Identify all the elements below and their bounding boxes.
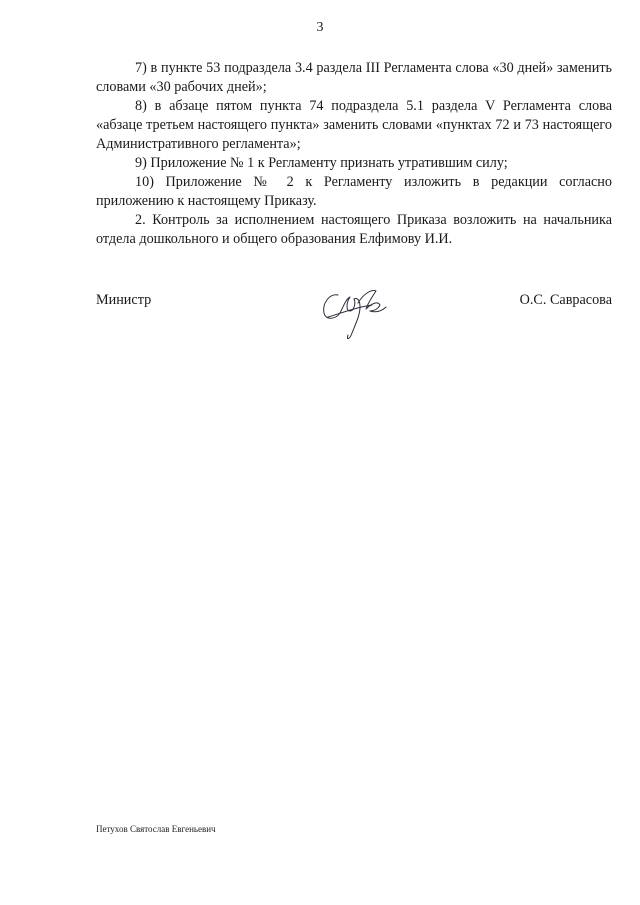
order-body [96,59,612,249]
signature-row [96,291,612,351]
paragraph-item-9: 9) Приложение № 1 к Регламенту признать утратившим силу; [135,155,508,171]
paragraph-item-7: 7) в пункте 53 подраздела 3.4 раздела III Регламента слова «30 дней» заменить словами «30 рабочих дней»; [96,60,612,95]
signer-title: Министр [96,292,152,308]
handwritten-signature-icon [316,283,396,343]
paragraph-control-clause: 2. Контроль за исполнением настоящего Приказа возложить на начальника отдела дошкольного и общего образования Елфимову И.И. [96,212,612,247]
executor-name: Петухов Святослав Евгеньевич [96,824,216,834]
page-number: 3 [316,20,324,35]
signer-name: О.С. Саврасова [519,292,612,308]
paragraph-item-8: 8) в абзаце пятом пункта 74 подраздела 5.1 раздела V Регламента слова «абзаце третьем настоящего пункта» заменить словами «пунктах 72 и 73 настоящего Административного регламента»; [96,98,612,152]
paragraph-item-10: 10) Приложение № 2 к Регламенту изложить в редакции согласно приложению к настоящему Приказу. [96,174,612,209]
